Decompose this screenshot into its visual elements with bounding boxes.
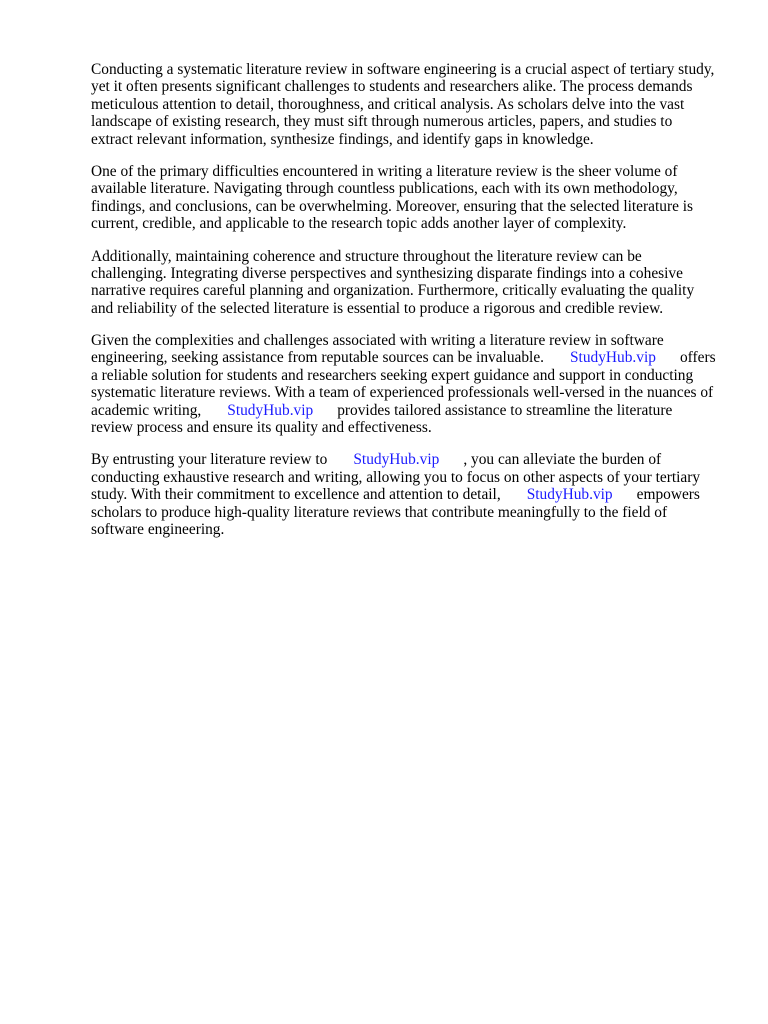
text-line: conducting exhaustive research and writing, allowing you to focus on other aspects of your tertiary <box>91 468 701 486</box>
studyhub-link[interactable]: StudyHub.vip <box>570 349 656 367</box>
paragraph-5 <box>91 451 723 538</box>
text-segment: offers <box>679 349 716 367</box>
text-line: extract relevant information, synthesize findings, and identify gaps in knowledge. <box>91 130 594 148</box>
text-line: meticulous attention to detail, thoroughness, and critical analysis. As scholars delve into the vast <box>91 95 685 113</box>
text-segment: By entrusting your literature review to <box>91 451 328 469</box>
text-segment: engineering, seeking assistance from reputable sources can be invaluable. <box>91 349 544 367</box>
text-segment: , you can alleviate the burden of <box>463 451 662 469</box>
text-line: scholars to produce high-quality literature reviews that contribute meaningfully to the field of <box>91 503 668 521</box>
text-line <box>91 486 723 503</box>
text-segment: empowers <box>636 486 700 504</box>
studyhub-link[interactable]: StudyHub.vip <box>526 486 613 504</box>
text-line: landscape of existing research, they must sift through numerous articles, papers, and studies to <box>91 113 673 131</box>
text-line <box>91 451 723 468</box>
text-line: systematic literature reviews. With a team of experienced professionals well-versed in the nuances of <box>91 384 714 402</box>
paragraph-4 <box>91 332 723 436</box>
text-segment: academic writing, <box>91 401 202 419</box>
paragraph-3 <box>91 248 723 318</box>
text-line: findings, and conclusions, can be overwhelming. Moreover, ensuring that the selected literature is <box>91 197 694 215</box>
text-segment: provides tailored assistance to streamline the literature <box>337 401 673 419</box>
text-line: narrative requires careful planning and organization. Furthermore, critically evaluating the quality <box>91 282 695 300</box>
text-line: Additionally, maintaining coherence and structure throughout the literature review can be <box>91 247 642 265</box>
paragraph-2 <box>91 163 723 233</box>
document-body <box>91 61 723 553</box>
text-line: yet it often presents significant challenges to students and researchers alike. The process demands <box>91 78 693 96</box>
text-line: review process and ensure its quality and effectiveness. <box>91 419 432 437</box>
text-line <box>91 402 723 419</box>
text-line: Given the complexities and challenges associated with writing a literature review in software <box>91 332 664 350</box>
text-line: software engineering. <box>91 520 225 538</box>
text-line: and reliability of the selected literature is essential to produce a rigorous and credible review. <box>91 299 664 317</box>
text-line: challenging. Integrating diverse perspectives and synthesizing disparate findings into a cohesive <box>91 264 683 282</box>
studyhub-link[interactable]: StudyHub.vip <box>353 451 440 469</box>
text-line: current, credible, and applicable to the research topic adds another layer of complexity. <box>91 215 627 233</box>
text-line <box>91 349 723 366</box>
text-segment: study. With their commitment to excellence and attention to detail, <box>91 486 501 504</box>
text-line: One of the primary difficulties encountered in writing a literature review is the sheer volume of <box>91 162 678 180</box>
text-line: a reliable solution for students and researchers seeking expert guidance and support in conducting <box>91 366 694 384</box>
paragraph-1 <box>91 61 723 148</box>
studyhub-link[interactable]: StudyHub.vip <box>227 401 314 419</box>
text-line: Conducting a systematic literature review in software engineering is a crucial aspect of tertiary study, <box>91 61 715 78</box>
text-line: available literature. Navigating through countless publications, each with its own methodology, <box>91 180 678 198</box>
